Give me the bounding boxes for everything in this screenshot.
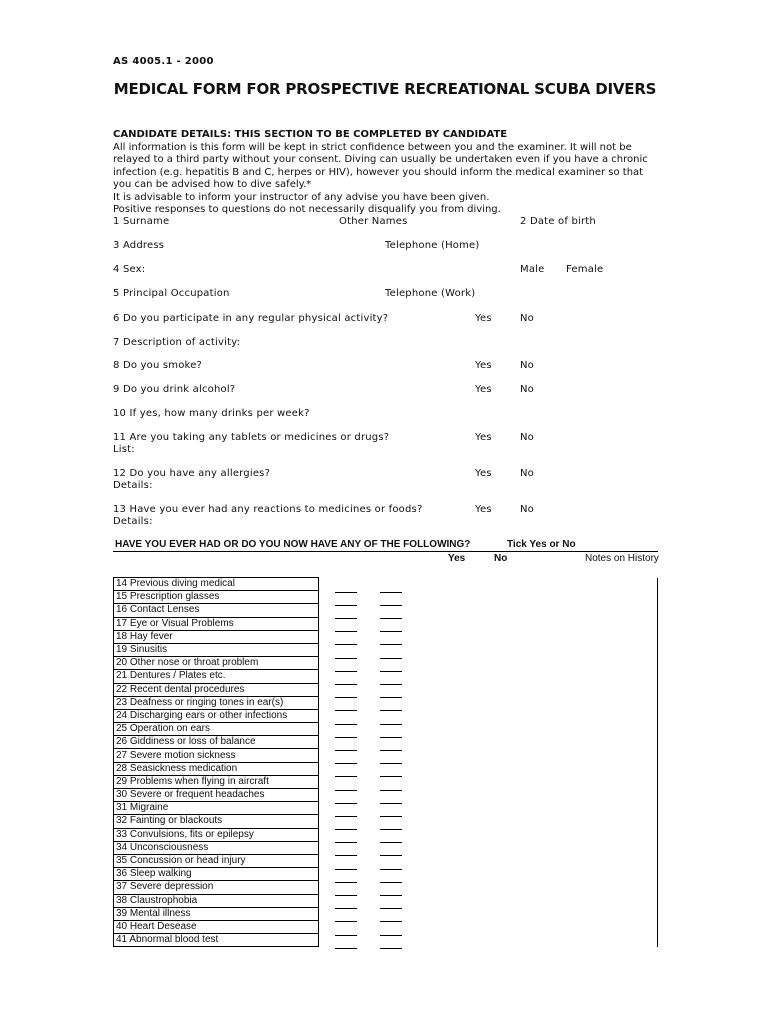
history-row: [114, 749, 658, 762]
history-notes-field[interactable]: [413, 894, 658, 907]
history-notes-field[interactable]: [413, 920, 658, 933]
history-item-label: 33 Convulsions, fits or epilepsy: [114, 828, 319, 841]
history-notes-field[interactable]: [413, 736, 658, 749]
question-7: 7 Description of activity:: [113, 337, 241, 348]
candidate-details-intro: [113, 129, 663, 217]
question-12: 12 Do you have any allergies?: [113, 468, 271, 479]
history-no-blank[interactable]: [366, 789, 413, 802]
history-yes-blank[interactable]: [319, 815, 367, 828]
tick-instruction: Tick Yes or No: [507, 539, 576, 550]
history-yes-blank[interactable]: [319, 709, 367, 722]
history-no-blank[interactable]: [366, 762, 413, 775]
history-notes-field[interactable]: [413, 723, 658, 736]
history-row: [114, 775, 658, 788]
history-row: [114, 881, 658, 894]
history-yes-blank[interactable]: [319, 841, 367, 854]
history-item-label: 35 Concussion or head injury: [114, 854, 319, 867]
history-item-label: 29 Problems when flying in aircraft: [114, 775, 319, 788]
history-notes-field[interactable]: [413, 854, 658, 867]
history-notes-field[interactable]: [413, 841, 658, 854]
history-item-label: 37 Severe depression: [114, 881, 319, 894]
history-no-blank[interactable]: [366, 802, 413, 815]
history-row: [114, 683, 658, 696]
column-no-header: No: [494, 553, 508, 564]
history-yes-blank[interactable]: [319, 630, 367, 643]
history-no-blank[interactable]: [366, 736, 413, 749]
history-row: [114, 670, 658, 683]
question-9: 9 Do you drink alcohol?: [113, 384, 236, 395]
history-notes-field[interactable]: [413, 709, 658, 722]
q13-details-field[interactable]: Details:: [113, 516, 153, 527]
q13-yes-option[interactable]: Yes: [475, 504, 492, 515]
history-yes-blank[interactable]: [319, 775, 367, 788]
history-row: [114, 591, 658, 604]
history-row: [114, 802, 658, 815]
q9-yes-option[interactable]: Yes: [475, 384, 492, 395]
history-item-label: 32 Fainting or blackouts: [114, 815, 319, 828]
history-item-label: 40 Heart Desease: [114, 920, 319, 933]
history-notes-field[interactable]: [413, 762, 658, 775]
history-yes-blank[interactable]: [319, 749, 367, 762]
history-item-label: 19 Sinusitis: [114, 643, 319, 656]
history-no-blank[interactable]: [366, 723, 413, 736]
history-item-label: 39 Mental illness: [114, 907, 319, 920]
history-no-blank[interactable]: [366, 643, 413, 656]
column-notes-header: Notes on History: [585, 553, 659, 564]
history-yes-blank[interactable]: [319, 828, 367, 841]
history-yes-blank[interactable]: [319, 868, 367, 881]
history-item-label: 23 Deafness or ringing tones in ear(s): [114, 696, 319, 709]
history-no-blank[interactable]: [366, 683, 413, 696]
history-row: [114, 789, 658, 802]
history-notes-field[interactable]: [413, 815, 658, 828]
history-row: [114, 920, 658, 933]
history-no-blank[interactable]: [366, 709, 413, 722]
history-item-label: 38 Claustrophobia: [114, 894, 319, 907]
history-no-blank[interactable]: [366, 868, 413, 881]
history-no-blank[interactable]: [366, 881, 413, 894]
q8-no-option[interactable]: No: [520, 360, 534, 371]
history-notes-field[interactable]: [413, 749, 658, 762]
history-item-label: 15 Prescription glasses: [114, 591, 319, 604]
history-item-label: 22 Recent dental procedures: [114, 683, 319, 696]
history-no-blank[interactable]: [366, 578, 413, 591]
history-yes-blank[interactable]: [319, 578, 367, 591]
form-title: MEDICAL FORM FOR PROSPECTIVE RECREATIONAL SCUBA DIVERS: [113, 80, 657, 98]
history-yes-blank[interactable]: [319, 617, 367, 630]
history-no-blank[interactable]: [366, 670, 413, 683]
history-row: [114, 736, 658, 749]
history-no-blank[interactable]: [366, 630, 413, 643]
history-notes-field[interactable]: [413, 881, 658, 894]
address-field[interactable]: 3 Address: [113, 240, 165, 251]
sex-female-option[interactable]: Female: [566, 264, 604, 275]
sex-label: 4 Sex:: [113, 264, 146, 275]
q12-yes-option[interactable]: Yes: [475, 468, 492, 479]
history-row: [114, 643, 658, 656]
history-row: [114, 841, 658, 854]
history-notes-field[interactable]: [413, 643, 658, 656]
history-item-label: 16 Contact Lenses: [114, 604, 319, 617]
q12-details-field[interactable]: Details:: [113, 480, 153, 491]
date-of-birth-field[interactable]: 2 Date of birth: [520, 216, 596, 227]
sex-male-option[interactable]: Male: [520, 264, 545, 275]
history-no-blank[interactable]: [366, 854, 413, 867]
occupation-field[interactable]: 5 Principal Occupation: [113, 288, 230, 299]
history-item-label: 34 Unconsciousness: [114, 841, 319, 854]
history-yes-blank[interactable]: [319, 920, 367, 933]
history-row: [114, 617, 658, 630]
history-yes-blank[interactable]: [319, 723, 367, 736]
history-notes-field[interactable]: [413, 670, 658, 683]
history-no-blank[interactable]: [366, 775, 413, 788]
history-row: [114, 907, 658, 920]
history-no-blank[interactable]: [366, 907, 413, 920]
history-item-label: 28 Seasickness medication: [114, 762, 319, 775]
history-heading: HAVE YOU EVER HAD OR DO YOU NOW HAVE ANY OF THE FOLLOWING?: [115, 539, 471, 550]
history-row: [114, 868, 658, 881]
history-notes-field[interactable]: [413, 789, 658, 802]
history-item-label: 41 Abnormal blood test: [114, 934, 319, 947]
history-row: [114, 762, 658, 775]
surname-field[interactable]: 1 Surname: [113, 216, 170, 227]
history-item-label: 20 Other nose or throat problem: [114, 657, 319, 670]
history-yes-blank[interactable]: [319, 670, 367, 683]
history-no-blank[interactable]: [366, 934, 413, 947]
history-item-label: 31 Migraine: [114, 802, 319, 815]
telephone-work-field[interactable]: Telephone (Work): [385, 288, 476, 299]
history-no-blank[interactable]: [366, 828, 413, 841]
history-notes-field[interactable]: [413, 604, 658, 617]
history-row: [114, 696, 658, 709]
history-yes-blank[interactable]: [319, 762, 367, 775]
history-yes-blank[interactable]: [319, 643, 367, 656]
history-yes-blank[interactable]: [319, 604, 367, 617]
history-item-label: 21 Dentures / Plates etc.: [114, 670, 319, 683]
confidentiality-text: All information is this form will be kept in strict confidence between you and the examiner. It will not be relayed to a third party without your consent. Diving can usually be undertaken even if you have a chronic infection (e.g. hepatitis B and C, herpes or HIV), however you should inform the medical examiner so that you can be advised how to dive safely.*: [113, 141, 648, 190]
q6-no-option[interactable]: No: [520, 313, 534, 324]
history-notes-field[interactable]: [413, 657, 658, 670]
history-item-label: 30 Severe or frequent headaches: [114, 789, 319, 802]
history-notes-field[interactable]: [413, 578, 658, 591]
history-no-blank[interactable]: [366, 920, 413, 933]
q8-yes-option[interactable]: Yes: [475, 360, 492, 371]
history-no-blank[interactable]: [366, 657, 413, 670]
q13-no-option[interactable]: No: [520, 504, 534, 515]
history-yes-blank[interactable]: [319, 591, 367, 604]
history-no-blank[interactable]: [366, 604, 413, 617]
history-notes-field[interactable]: [413, 907, 658, 920]
history-notes-field[interactable]: [413, 630, 658, 643]
telephone-home-field[interactable]: Telephone (Home): [385, 240, 480, 251]
history-yes-blank[interactable]: [319, 934, 367, 947]
history-no-blank[interactable]: [366, 696, 413, 709]
history-item-label: 14 Previous diving medical: [114, 578, 319, 591]
question-13: 13 Have you ever had any reactions to medicines or foods?: [113, 504, 423, 515]
question-8: 8 Do you smoke?: [113, 360, 203, 371]
document-id: AS 4005.1 - 2000: [113, 56, 214, 67]
q11-no-option[interactable]: No: [520, 432, 534, 443]
history-no-blank[interactable]: [366, 841, 413, 854]
history-yes-blank[interactable]: [319, 683, 367, 696]
q11-yes-option[interactable]: Yes: [475, 432, 492, 443]
q6-yes-option[interactable]: Yes: [475, 313, 492, 324]
history-notes-field[interactable]: [413, 868, 658, 881]
q9-no-option[interactable]: No: [520, 384, 534, 395]
history-row: [114, 604, 658, 617]
history-notes-field[interactable]: [413, 934, 658, 947]
history-no-blank[interactable]: [366, 749, 413, 762]
history-section-header: [113, 540, 658, 552]
history-item-label: 24 Discharging ears or other infections: [114, 709, 319, 722]
disclaimer-text: Positive responses to questions do not necessarily disqualify you from diving.: [113, 204, 501, 215]
question-11: 11 Are you taking any tablets or medicines or drugs?: [113, 432, 390, 443]
advice-text: It is advisable to inform your instructor of any advise you have been given.: [113, 191, 490, 203]
candidate-details-heading: CANDIDATE DETAILS: THIS SECTION TO BE COMPLETED BY CANDIDATE: [113, 129, 508, 140]
history-row: [114, 854, 658, 867]
question-10: 10 If yes, how many drinks per week?: [113, 408, 310, 419]
history-notes-field[interactable]: [413, 802, 658, 815]
history-notes-field[interactable]: [413, 696, 658, 709]
history-yes-blank[interactable]: [319, 736, 367, 749]
history-no-blank[interactable]: [366, 894, 413, 907]
history-item-label: 26 Giddiness or loss of balance: [114, 736, 319, 749]
history-no-blank[interactable]: [366, 591, 413, 604]
history-yes-blank[interactable]: [319, 894, 367, 907]
q11-list-field[interactable]: List:: [113, 444, 135, 455]
history-row: [114, 657, 658, 670]
history-item-label: 18 Hay fever: [114, 630, 319, 643]
history-yes-blank[interactable]: [319, 802, 367, 815]
q12-no-option[interactable]: No: [520, 468, 534, 479]
history-item-label: 36 Sleep walking: [114, 868, 319, 881]
history-row: [114, 894, 658, 907]
history-row: [114, 630, 658, 643]
history-row: [114, 815, 658, 828]
history-row: [114, 723, 658, 736]
other-names-field[interactable]: Other Names: [339, 216, 408, 227]
history-row: [114, 578, 658, 591]
history-row: [114, 709, 658, 722]
history-yes-blank[interactable]: [319, 696, 367, 709]
history-yes-blank[interactable]: [319, 789, 367, 802]
question-6: 6 Do you participate in any regular physical activity?: [113, 313, 389, 324]
history-row: [114, 934, 658, 947]
history-row: [114, 828, 658, 841]
history-yes-blank[interactable]: [319, 881, 367, 894]
history-notes-field[interactable]: [413, 683, 658, 696]
history-item-label: 17 Eye or Visual Problems: [114, 617, 319, 630]
history-no-blank[interactable]: [366, 815, 413, 828]
history-item-label: 25 Operation on ears: [114, 723, 319, 736]
column-yes-header: Yes: [448, 553, 466, 564]
history-no-blank[interactable]: [366, 617, 413, 630]
history-notes-field[interactable]: [413, 617, 658, 630]
history-yes-blank[interactable]: [319, 854, 367, 867]
history-notes-field[interactable]: [413, 828, 658, 841]
history-notes-field[interactable]: [413, 591, 658, 604]
history-yes-blank[interactable]: [319, 657, 367, 670]
medical-history-table: [113, 577, 658, 947]
history-item-label: 27 Severe motion sickness: [114, 749, 319, 762]
history-notes-field[interactable]: [413, 775, 658, 788]
history-yes-blank[interactable]: [319, 907, 367, 920]
